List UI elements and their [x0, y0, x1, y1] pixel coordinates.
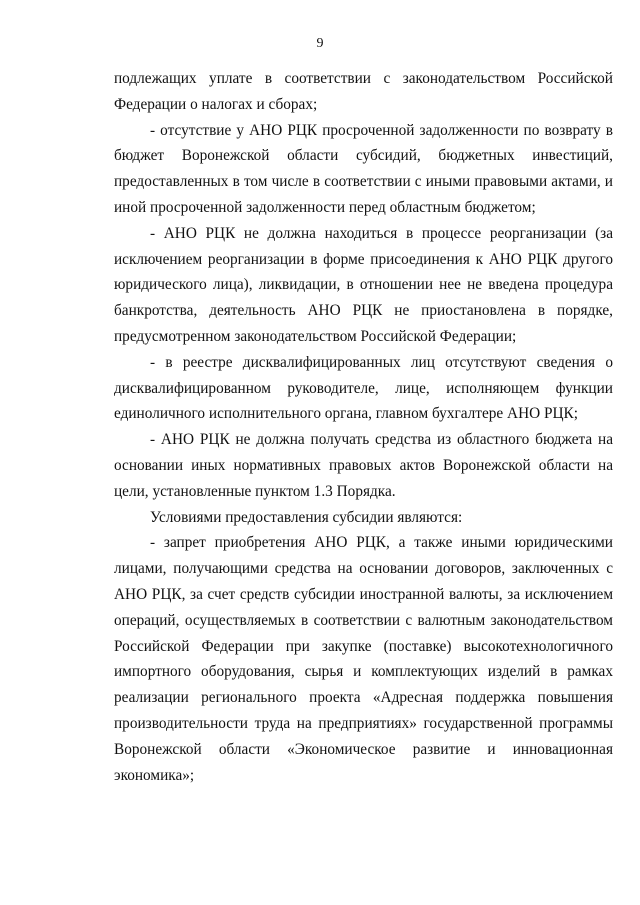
paragraph-no-debt: - отсутствие у АНО РЦК просроченной задолженности по возврату в бюджет Воронежской области субсидий, бюджетных инвестиций, предоставленных в том числе в соответствии с иными правовыми актами, и иной просроченной задолженности перед областным бюджетом;	[114, 121, 613, 216]
paragraph-no-reorganization: - АНО РЦК не должна находиться в процессе реорганизации (за исключением реорганизации в форме присоединения к АНО РЦК другого юридического лица), ликвидации, в отношении нее не введена процедура банкротства, деятельность АНО РЦК не приостановлена в порядке, предусмотренном законодательством Российской Федерации;	[114, 224, 613, 345]
paragraph-no-other-funds: - АНО РЦК не должна получать средства из областного бюджета на основании иных нормативных правовых актов Воронежской области на цели, установленные пунктом 1.3 Порядка.	[114, 431, 613, 500]
paragraph-continuation: подлежащих уплате в соответствии с законодательством Российской Федерации о налогах и сборах;	[114, 70, 613, 113]
page-number: 9	[316, 36, 324, 51]
paragraph-disqualified-persons: - в реестре дисквалифицированных лиц отсутствуют сведения о дисквалифицированном руководителе, лице, исполняющем функции единоличного исполнительного органа, главном бухгалтере АНО РЦК;	[114, 353, 613, 423]
document-body	[114, 66, 613, 788]
paragraph-conditions-heading: Условиями предоставления субсидии являются:	[150, 508, 463, 526]
paragraph-currency-ban: - запрет приобретения АНО РЦК, а также иными юридическими лицами, получающими средства на основании договоров, заключенных с АНО РЦК, за счет средств субсидии иностранной валюты, за исключением операций, осуществляемых в соответствии с валютным законодательством Российской Федерации при закупке (поставке) высокотехнологичного импортного оборудования, сырья и комплектующих изделий в рамках реализации регионального проекта «Адресная поддержка повышения производительности труда на предприятиях» государственной программы Воронежской области «Экономическое развитие и инновационная экономика»;	[114, 534, 613, 784]
